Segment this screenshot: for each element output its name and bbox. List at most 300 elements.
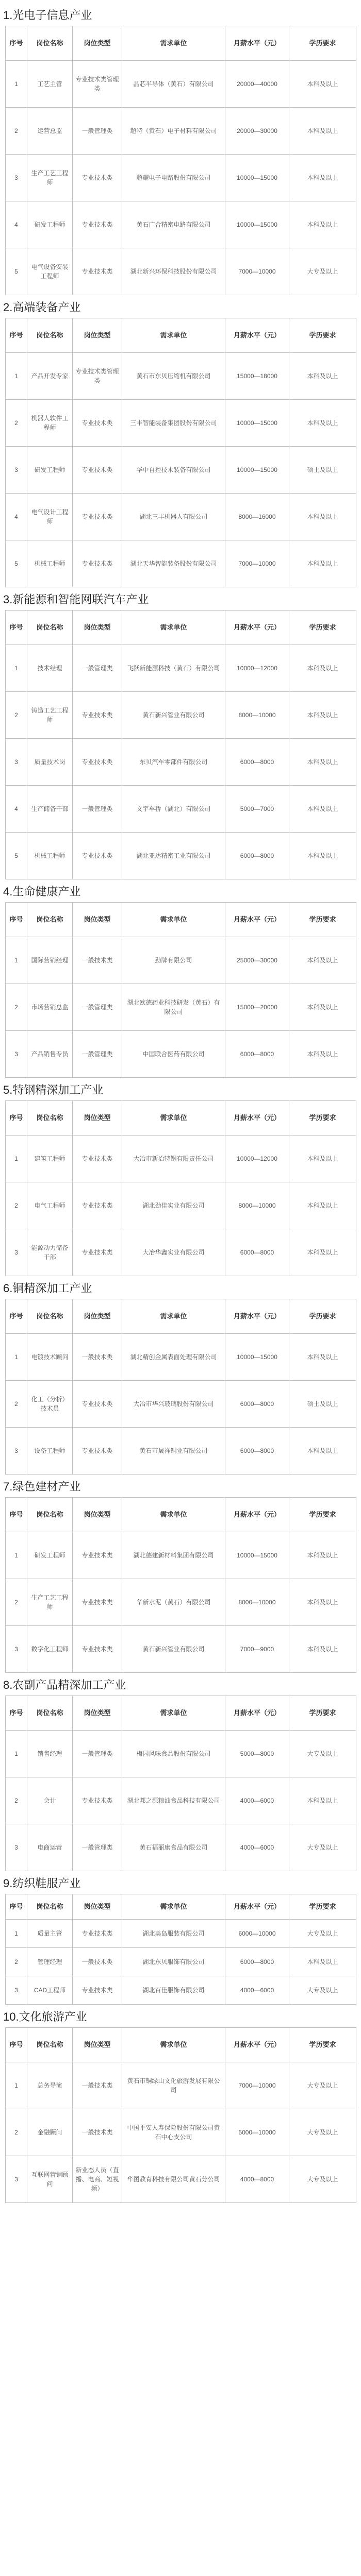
column-header-position-type: 岗位类型 bbox=[73, 1894, 122, 1920]
salary-cell: 5000—8000 bbox=[225, 1731, 289, 1777]
industry-section bbox=[0, 1673, 361, 1871]
position-type-cell: 一般管理类 bbox=[73, 108, 122, 155]
job-table bbox=[5, 2027, 356, 2203]
index-cell: 3 bbox=[6, 1031, 27, 1078]
employer-cell: 湖北美岛服装有限公司 bbox=[122, 1920, 225, 1948]
column-header-index: 序号 bbox=[6, 1696, 27, 1731]
job-table bbox=[5, 1894, 356, 2005]
education-cell: 本科及以上 bbox=[289, 1229, 356, 1276]
education-cell: 大专及以上 bbox=[289, 1920, 356, 1948]
industry-section bbox=[0, 879, 361, 1078]
index-cell: 2 bbox=[6, 692, 27, 739]
table-row bbox=[6, 1731, 356, 1777]
index-cell: 2 bbox=[6, 400, 27, 447]
table-row bbox=[6, 645, 356, 692]
salary-cell: 10000—15000 bbox=[225, 201, 289, 248]
table-row bbox=[6, 1626, 356, 1673]
column-header-salary: 月薪水平（元） bbox=[225, 26, 289, 61]
column-header-salary: 月薪水平（元） bbox=[225, 318, 289, 353]
table-row bbox=[6, 1579, 356, 1626]
employer-cell: 梅园风味食品股份有限公司 bbox=[122, 1731, 225, 1777]
education-cell: 本科及以上 bbox=[289, 739, 356, 786]
employer-cell: 中国联合医药有限公司 bbox=[122, 1031, 225, 1078]
table-header-row bbox=[6, 318, 356, 353]
salary-cell: 10000—15000 bbox=[225, 155, 289, 201]
index-cell: 3 bbox=[6, 1626, 27, 1673]
table-row bbox=[6, 447, 356, 494]
column-header-education: 学历要求 bbox=[289, 318, 356, 353]
table-row bbox=[6, 1428, 356, 1475]
education-cell: 大专及以上 bbox=[289, 2062, 356, 2109]
position-name-cell: 电气设备安装工程师 bbox=[27, 248, 73, 295]
table-row bbox=[6, 2156, 356, 2203]
column-header-position-type: 岗位类型 bbox=[73, 1498, 122, 1532]
column-header-position-type: 岗位类型 bbox=[73, 1299, 122, 1334]
column-header-index: 序号 bbox=[6, 903, 27, 937]
column-header-position-name: 岗位名称 bbox=[27, 1299, 73, 1334]
education-cell: 本科及以上 bbox=[289, 155, 356, 201]
index-cell: 2 bbox=[6, 1948, 27, 1976]
column-header-salary: 月薪水平（元） bbox=[225, 2028, 289, 2062]
column-header-employer: 需求单位 bbox=[122, 1299, 225, 1334]
position-type-cell: 专业技术类 bbox=[73, 1381, 122, 1428]
section-title: 5.特钢精深加工产业 bbox=[3, 1083, 104, 1096]
position-type-cell: 专业技术类 bbox=[73, 447, 122, 494]
index-cell: 1 bbox=[6, 1532, 27, 1579]
table-row bbox=[6, 201, 356, 248]
column-header-education: 学历要求 bbox=[289, 1696, 356, 1731]
position-name-cell: 会计 bbox=[27, 1777, 73, 1824]
column-header-education: 学历要求 bbox=[289, 2028, 356, 2062]
position-type-cell: 专业技术类 bbox=[73, 201, 122, 248]
position-name-cell: 建筑工程师 bbox=[27, 1136, 73, 1182]
position-name-cell: 数字化工程师 bbox=[27, 1626, 73, 1673]
position-type-cell: 一般技术类 bbox=[73, 2062, 122, 2109]
industry-section bbox=[0, 1871, 361, 2005]
education-cell: 本科及以上 bbox=[289, 1532, 356, 1579]
employer-cell: 华新水泥（黄石）有限公司 bbox=[122, 1579, 225, 1626]
industry-section bbox=[0, 587, 361, 879]
position-name-cell: 工艺主管 bbox=[27, 61, 73, 108]
column-header-employer: 需求单位 bbox=[122, 611, 225, 645]
position-name-cell: 化工（分析）技术员 bbox=[27, 1381, 73, 1428]
table-header-row bbox=[6, 1299, 356, 1334]
employer-cell: 华中自控技术装备有限公司 bbox=[122, 447, 225, 494]
job-table bbox=[5, 1299, 356, 1475]
index-cell: 1 bbox=[6, 1334, 27, 1381]
index-cell: 2 bbox=[6, 1579, 27, 1626]
position-type-cell: 一般技术类 bbox=[73, 1334, 122, 1381]
table-row bbox=[6, 1334, 356, 1381]
industry-section bbox=[0, 1078, 361, 1276]
position-type-cell: 一般管理类 bbox=[73, 1824, 122, 1871]
column-header-position-type: 岗位类型 bbox=[73, 2028, 122, 2062]
salary-cell: 8000—10000 bbox=[225, 1182, 289, 1229]
salary-cell: 6000—8000 bbox=[225, 1948, 289, 1976]
position-name-cell: 生产工艺工程师 bbox=[27, 1579, 73, 1626]
column-header-salary: 月薪水平（元） bbox=[225, 1299, 289, 1334]
index-cell: 1 bbox=[6, 1136, 27, 1182]
position-name-cell: 机械工程师 bbox=[27, 833, 73, 879]
job-table bbox=[5, 318, 356, 587]
job-table bbox=[5, 1497, 356, 1673]
employer-cell: 东贝汽车零部件有限公司 bbox=[122, 739, 225, 786]
employer-cell: 超耀电子电路股份有限公司 bbox=[122, 155, 225, 201]
table-row bbox=[6, 833, 356, 879]
index-cell: 1 bbox=[6, 1920, 27, 1948]
employer-cell: 黄石新兴管业有限公司 bbox=[122, 692, 225, 739]
table-row bbox=[6, 540, 356, 587]
industry-section bbox=[0, 1475, 361, 1673]
position-type-cell: 专业技术类管理类 bbox=[73, 353, 122, 400]
position-type-cell: 一般管理类 bbox=[73, 984, 122, 1031]
section-title: 8.农副产品精深加工产业 bbox=[3, 1679, 126, 1691]
position-name-cell: 市场营销总监 bbox=[27, 984, 73, 1031]
education-cell: 本科及以上 bbox=[289, 1626, 356, 1673]
salary-cell: 5000—7000 bbox=[225, 786, 289, 833]
salary-cell: 15000—20000 bbox=[225, 984, 289, 1031]
table-row bbox=[6, 692, 356, 739]
index-cell: 3 bbox=[6, 1824, 27, 1871]
position-type-cell: 新业态人员（直播、电商、短视频） bbox=[73, 2156, 122, 2203]
index-cell: 2 bbox=[6, 984, 27, 1031]
position-name-cell: 机械工程师 bbox=[27, 540, 73, 587]
position-type-cell: 专业技术类 bbox=[73, 494, 122, 540]
table-row bbox=[6, 248, 356, 295]
column-header-employer: 需求单位 bbox=[122, 318, 225, 353]
index-cell: 1 bbox=[6, 1731, 27, 1777]
column-header-position-type: 岗位类型 bbox=[73, 318, 122, 353]
column-header-employer: 需求单位 bbox=[122, 1696, 225, 1731]
table-row bbox=[6, 1031, 356, 1078]
position-type-cell: 专业技术类 bbox=[73, 540, 122, 587]
index-cell: 2 bbox=[6, 1182, 27, 1229]
section-title: 7.绿色建材产业 bbox=[3, 1480, 81, 1493]
salary-cell: 6000—10000 bbox=[225, 1920, 289, 1948]
column-header-position-name: 岗位名称 bbox=[27, 903, 73, 937]
education-cell: 大专及以上 bbox=[289, 248, 356, 295]
salary-cell: 15000—18000 bbox=[225, 353, 289, 400]
table-header-row bbox=[6, 1101, 356, 1136]
section-title: 2.高端装备产业 bbox=[3, 301, 81, 314]
index-cell: 4 bbox=[6, 494, 27, 540]
position-name-cell: 生产工艺工程师 bbox=[27, 155, 73, 201]
education-cell: 本科及以上 bbox=[289, 833, 356, 879]
column-header-education: 学历要求 bbox=[289, 611, 356, 645]
column-header-employer: 需求单位 bbox=[122, 903, 225, 937]
column-header-position-name: 岗位名称 bbox=[27, 1696, 73, 1731]
salary-cell: 10000—12000 bbox=[225, 645, 289, 692]
employer-cell: 晶芯半导体（黄石）有限公司 bbox=[122, 61, 225, 108]
index-cell: 3 bbox=[6, 155, 27, 201]
education-cell: 本科及以上 bbox=[289, 108, 356, 155]
salary-cell: 4000—8000 bbox=[225, 2156, 289, 2203]
salary-cell: 6000—8000 bbox=[225, 1428, 289, 1475]
column-header-employer: 需求单位 bbox=[122, 26, 225, 61]
education-cell: 本科及以上 bbox=[289, 1182, 356, 1229]
table-row bbox=[6, 400, 356, 447]
position-name-cell: 电气设计工程师 bbox=[27, 494, 73, 540]
index-cell: 2 bbox=[6, 108, 27, 155]
employer-cell: 黄石福丽康食品有限公司 bbox=[122, 1824, 225, 1871]
column-header-position-type: 岗位类型 bbox=[73, 1101, 122, 1136]
employer-cell: 大冶华鑫实业有限公司 bbox=[122, 1229, 225, 1276]
position-type-cell: 专业技术类 bbox=[73, 1579, 122, 1626]
position-type-cell: 专业技术类 bbox=[73, 1976, 122, 2005]
employer-cell: 湖北邦之源粮油食品科技有限公司 bbox=[122, 1777, 225, 1824]
table-row bbox=[6, 155, 356, 201]
education-cell: 大专及以上 bbox=[289, 2109, 356, 2156]
column-header-index: 序号 bbox=[6, 1894, 27, 1920]
column-header-position-name: 岗位名称 bbox=[27, 318, 73, 353]
salary-cell: 7000—10000 bbox=[225, 248, 289, 295]
column-header-education: 学历要求 bbox=[289, 1101, 356, 1136]
industry-section bbox=[0, 2005, 361, 2203]
index-cell: 3 bbox=[6, 1229, 27, 1276]
position-type-cell: 一般技术类 bbox=[73, 2109, 122, 2156]
employer-cell: 湖北百佳服饰有限公司 bbox=[122, 1976, 225, 2005]
table-row bbox=[6, 1777, 356, 1824]
index-cell: 2 bbox=[6, 1381, 27, 1428]
employer-cell: 黄石市东贝压缩机有限公司 bbox=[122, 353, 225, 400]
table-header-row bbox=[6, 2028, 356, 2062]
education-cell: 大专及以上 bbox=[289, 1731, 356, 1777]
table-row bbox=[6, 1948, 356, 1976]
column-header-education: 学历要求 bbox=[289, 1498, 356, 1532]
employer-cell: 湖北劲佳实业有限公司 bbox=[122, 1182, 225, 1229]
salary-cell: 4000—6000 bbox=[225, 1777, 289, 1824]
index-cell: 1 bbox=[6, 645, 27, 692]
employer-cell: 湖北天华智能装备股份有限公司 bbox=[122, 540, 225, 587]
column-header-employer: 需求单位 bbox=[122, 2028, 225, 2062]
education-cell: 本科及以上 bbox=[289, 692, 356, 739]
table-row bbox=[6, 1381, 356, 1428]
education-cell: 本科及以上 bbox=[289, 494, 356, 540]
position-type-cell: 专业技术类 bbox=[73, 400, 122, 447]
column-header-education: 学历要求 bbox=[289, 903, 356, 937]
education-cell: 本科及以上 bbox=[289, 1428, 356, 1475]
industry-section bbox=[0, 295, 361, 587]
industry-section bbox=[0, 3, 361, 295]
salary-cell: 6000—8000 bbox=[225, 739, 289, 786]
education-cell: 本科及以上 bbox=[289, 1777, 356, 1824]
employer-cell: 华图教育科技有限公司黄石分公司 bbox=[122, 2156, 225, 2203]
position-type-cell: 一般技术类 bbox=[73, 937, 122, 984]
position-name-cell: 质量技术岗 bbox=[27, 739, 73, 786]
column-header-position-type: 岗位类型 bbox=[73, 903, 122, 937]
salary-cell: 10000—15000 bbox=[225, 447, 289, 494]
table-row bbox=[6, 353, 356, 400]
employer-cell: 黄石新兴管业有限公司 bbox=[122, 1626, 225, 1673]
column-header-position-type: 岗位类型 bbox=[73, 26, 122, 61]
employer-cell: 湖北亚达精密工业有限公司 bbox=[122, 833, 225, 879]
job-table bbox=[5, 902, 356, 1078]
column-header-employer: 需求单位 bbox=[122, 1894, 225, 1920]
position-type-cell: 一般管理类 bbox=[73, 645, 122, 692]
index-cell: 2 bbox=[6, 2109, 27, 2156]
column-header-position-name: 岗位名称 bbox=[27, 611, 73, 645]
job-table bbox=[5, 26, 356, 295]
position-type-cell: 专业技术类 bbox=[73, 1136, 122, 1182]
salary-cell: 7000—10000 bbox=[225, 540, 289, 587]
column-header-index: 序号 bbox=[6, 2028, 27, 2062]
table-row bbox=[6, 1976, 356, 2005]
index-cell: 1 bbox=[6, 61, 27, 108]
column-header-index: 序号 bbox=[6, 318, 27, 353]
section-title: 9.纺织鞋服产业 bbox=[3, 1877, 81, 1890]
table-header-row bbox=[6, 903, 356, 937]
employer-cell: 超特（黄石）电子材料有限公司 bbox=[122, 108, 225, 155]
position-type-cell: 专业技术类 bbox=[73, 248, 122, 295]
section-title: 1.光电子信息产业 bbox=[3, 9, 92, 22]
salary-cell: 7000—9000 bbox=[225, 1626, 289, 1673]
table-header-row bbox=[6, 1696, 356, 1731]
education-cell: 本科及以上 bbox=[289, 786, 356, 833]
employer-cell: 大冶市新冶特钢有限责任公司 bbox=[122, 1136, 225, 1182]
job-table bbox=[5, 1696, 356, 1871]
education-cell: 硕士及以上 bbox=[289, 447, 356, 494]
job-table bbox=[5, 610, 356, 879]
position-type-cell: 专业技术类 bbox=[73, 1532, 122, 1579]
education-cell: 本科及以上 bbox=[289, 1948, 356, 1976]
education-cell: 本科及以上 bbox=[289, 400, 356, 447]
column-header-salary: 月薪水平（元） bbox=[225, 903, 289, 937]
table-row bbox=[6, 1920, 356, 1948]
index-cell: 1 bbox=[6, 937, 27, 984]
employer-cell: 黄石市铜绿山文化旅游发展有限公司 bbox=[122, 2062, 225, 2109]
position-type-cell: 专业技术类 bbox=[73, 833, 122, 879]
position-type-cell: 一般技术类 bbox=[73, 1948, 122, 1976]
table-row bbox=[6, 108, 356, 155]
section-title: 3.新能源和智能网联汽车产业 bbox=[3, 593, 149, 606]
position-name-cell: 铸造工艺工程师 bbox=[27, 692, 73, 739]
employer-cell: 湖北精创金属表面处理有限公司 bbox=[122, 1334, 225, 1381]
index-cell: 5 bbox=[6, 540, 27, 587]
employer-cell: 劲牌有限公司 bbox=[122, 937, 225, 984]
salary-cell: 4000—6000 bbox=[225, 1824, 289, 1871]
position-type-cell: 专业技术类 bbox=[73, 1920, 122, 1948]
employer-cell: 湖北德建新材料集团有限公司 bbox=[122, 1532, 225, 1579]
salary-cell: 20000—30000 bbox=[225, 108, 289, 155]
column-header-salary: 月薪水平（元） bbox=[225, 1696, 289, 1731]
column-header-position-name: 岗位名称 bbox=[27, 1498, 73, 1532]
position-type-cell: 专业技术类 bbox=[73, 1428, 122, 1475]
column-header-index: 序号 bbox=[6, 1498, 27, 1532]
index-cell: 5 bbox=[6, 833, 27, 879]
position-type-cell: 专业技术类 bbox=[73, 155, 122, 201]
position-type-cell: 专业技术类 bbox=[73, 739, 122, 786]
position-name-cell: 销售经理 bbox=[27, 1731, 73, 1777]
salary-cell: 6000—8000 bbox=[225, 833, 289, 879]
position-name-cell: 运营总监 bbox=[27, 108, 73, 155]
salary-cell: 8000—16000 bbox=[225, 494, 289, 540]
employer-cell: 湖北三丰机器人有限公司 bbox=[122, 494, 225, 540]
position-name-cell: 电镀技术顾问 bbox=[27, 1334, 73, 1381]
column-header-salary: 月薪水平（元） bbox=[225, 611, 289, 645]
position-type-cell: 专业技术类 bbox=[73, 1229, 122, 1276]
employer-cell: 黄石广合精密电路有限公司 bbox=[122, 201, 225, 248]
column-header-education: 学历要求 bbox=[289, 1299, 356, 1334]
table-header-row bbox=[6, 26, 356, 61]
position-name-cell: 管理经理 bbox=[27, 1948, 73, 1976]
salary-cell: 10000—15000 bbox=[225, 400, 289, 447]
salary-cell: 10000—15000 bbox=[225, 1532, 289, 1579]
education-cell: 大专及以上 bbox=[289, 2156, 356, 2203]
position-name-cell: 能源动力储备干部 bbox=[27, 1229, 73, 1276]
position-name-cell: 互联网营销顾问 bbox=[27, 2156, 73, 2203]
salary-cell: 6000—8000 bbox=[225, 1031, 289, 1078]
index-cell: 4 bbox=[6, 786, 27, 833]
employer-cell: 中国平安人寿保险股份有限公司黄石中心支公司 bbox=[122, 2109, 225, 2156]
employer-cell: 文宇车桥（湖北）有限公司 bbox=[122, 786, 225, 833]
index-cell: 2 bbox=[6, 1777, 27, 1824]
industry-section bbox=[0, 1276, 361, 1475]
position-name-cell: 生产储备干部 bbox=[27, 786, 73, 833]
position-name-cell: 研发工程师 bbox=[27, 447, 73, 494]
column-header-education: 学历要求 bbox=[289, 1894, 356, 1920]
column-header-education: 学历要求 bbox=[289, 26, 356, 61]
position-name-cell: 总务导演 bbox=[27, 2062, 73, 2109]
index-cell: 3 bbox=[6, 2156, 27, 2203]
column-header-index: 序号 bbox=[6, 1101, 27, 1136]
position-type-cell: 专业技术类 bbox=[73, 1182, 122, 1229]
position-name-cell: 国际营销经理 bbox=[27, 937, 73, 984]
table-row bbox=[6, 2109, 356, 2156]
index-cell: 3 bbox=[6, 1428, 27, 1475]
index-cell: 3 bbox=[6, 1976, 27, 2005]
index-cell: 4 bbox=[6, 201, 27, 248]
salary-cell: 25000—30000 bbox=[225, 937, 289, 984]
table-row bbox=[6, 786, 356, 833]
position-name-cell: 技术经理 bbox=[27, 645, 73, 692]
employer-cell: 湖北新兴环保科技股份有限公司 bbox=[122, 248, 225, 295]
employer-cell: 大冶市华兴玻璃股份有限公司 bbox=[122, 1381, 225, 1428]
education-cell: 本科及以上 bbox=[289, 1136, 356, 1182]
table-row bbox=[6, 984, 356, 1031]
position-type-cell: 专业技术类 bbox=[73, 1777, 122, 1824]
education-cell: 本科及以上 bbox=[289, 1031, 356, 1078]
education-cell: 大专及以上 bbox=[289, 1976, 356, 2005]
education-cell: 本科及以上 bbox=[289, 1334, 356, 1381]
position-type-cell: 一般管理类 bbox=[73, 1031, 122, 1078]
column-header-index: 序号 bbox=[6, 1299, 27, 1334]
education-cell: 硕士及以上 bbox=[289, 1381, 356, 1428]
index-cell: 3 bbox=[6, 447, 27, 494]
salary-cell: 6000—8000 bbox=[225, 1381, 289, 1428]
section-title: 10.文化旅游产业 bbox=[3, 2010, 87, 2023]
salary-cell: 10000—15000 bbox=[225, 1334, 289, 1381]
index-cell: 3 bbox=[6, 739, 27, 786]
index-cell: 1 bbox=[6, 2062, 27, 2109]
position-type-cell: 一般管理类 bbox=[73, 786, 122, 833]
salary-cell: 20000—40000 bbox=[225, 61, 289, 108]
position-name-cell: 电商运营 bbox=[27, 1824, 73, 1871]
salary-cell: 8000—10000 bbox=[225, 1579, 289, 1626]
table-row bbox=[6, 1824, 356, 1871]
education-cell: 本科及以上 bbox=[289, 540, 356, 587]
table-row bbox=[6, 494, 356, 540]
position-type-cell: 专业技术类 bbox=[73, 1626, 122, 1673]
position-name-cell: 研发工程师 bbox=[27, 201, 73, 248]
position-type-cell: 专业技术类管理类 bbox=[73, 61, 122, 108]
salary-cell: 7000—10000 bbox=[225, 2062, 289, 2109]
index-cell: 1 bbox=[6, 353, 27, 400]
education-cell: 本科及以上 bbox=[289, 1579, 356, 1626]
education-cell: 大专及以上 bbox=[289, 1824, 356, 1871]
position-name-cell: 电气工程师 bbox=[27, 1182, 73, 1229]
column-header-index: 序号 bbox=[6, 611, 27, 645]
table-row bbox=[6, 1229, 356, 1276]
